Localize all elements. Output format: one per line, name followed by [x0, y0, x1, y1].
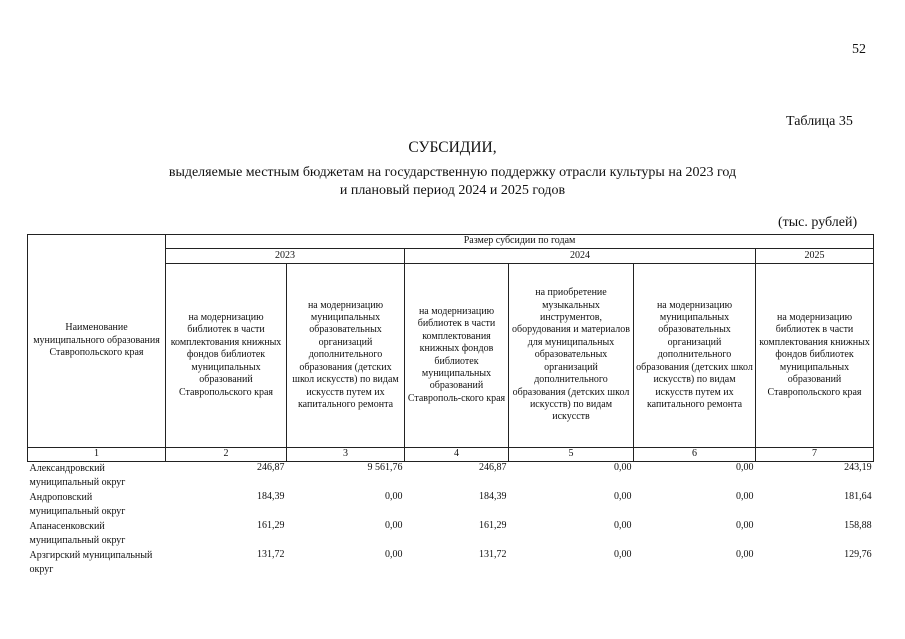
value-cell: 0,00 — [614, 549, 632, 560]
value-cell: 161,29 — [479, 520, 507, 531]
column-number: 6 — [634, 448, 756, 462]
header-column-7: на модернизацию библиотек в части комплектования книжных фондов библиотек муниципальных образований Ставропольского края — [756, 264, 874, 448]
column-number: 4 — [405, 448, 509, 462]
header-column-5: на приобретение музыкальных инструментов, оборудования и материалов для муниципальных образовательных организаций дополнительного образования (детских школ искусств) по видам искусств — [509, 264, 634, 448]
value-cell: 184,39 — [257, 491, 285, 502]
municipality-name: Апанасенковский муниципальный округ — [29, 521, 126, 546]
value-cell: 246,87 — [257, 462, 285, 473]
table-label: Таблица 35 — [786, 114, 853, 129]
header-column-6: на модернизацию муниципальных образовательных организаций дополнительного образования (детских школ искусств) по видам искусств путем их капитального ремонта — [634, 264, 756, 448]
value-cell: 184,39 — [479, 491, 507, 502]
column-number: 2 — [166, 448, 287, 462]
header-year-2023: 2023 — [166, 249, 405, 264]
header-group-title: Размер субсидии по годам — [166, 235, 874, 249]
value-cell: 246,87 — [479, 462, 507, 473]
municipality-name: Арзгирский муниципальный округ — [29, 550, 153, 575]
column-number: 1 — [28, 448, 166, 462]
value-cell: 129,76 — [844, 549, 872, 560]
value-cell: 0,00 — [385, 549, 403, 560]
page-number: 52 — [852, 42, 866, 57]
subtitle-line: выделяемые местным бюджетам на государственную поддержку отрасли культуры на 2023 год — [168, 165, 737, 180]
header-year-2025: 2025 — [756, 249, 874, 264]
document-subtitle — [0, 164, 905, 200]
column-number: 3 — [287, 448, 405, 462]
value-cell: 131,72 — [479, 549, 507, 560]
value-cell: 0,00 — [614, 462, 632, 473]
value-cell: 0,00 — [385, 491, 403, 502]
table-row — [28, 520, 874, 549]
header-name-column: Наименование муниципального образования Ставропольского края — [28, 235, 166, 448]
value-cell: 0,00 — [385, 520, 403, 531]
header-column-4: на модернизацию библиотек в части комплектования книжных фондов библиотек муниципальных образований Ставрополь-ского края — [405, 264, 509, 448]
value-cell: 0,00 — [736, 491, 754, 502]
column-number: 5 — [509, 448, 634, 462]
value-cell: 181,64 — [844, 491, 872, 502]
value-cell: 158,88 — [844, 520, 872, 531]
value-cell: 0,00 — [736, 462, 754, 473]
subtitle-line: и плановый период 2024 и 2025 годов — [339, 183, 566, 198]
value-cell: 0,00 — [736, 549, 754, 560]
municipality-name: Андроповский муниципальный округ — [29, 492, 126, 517]
value-cell: 243,19 — [844, 462, 872, 473]
municipality-name: Александровский муниципальный округ — [29, 463, 126, 488]
table-row — [28, 491, 874, 520]
table-row — [28, 549, 874, 578]
units-label: (тыс. рублей) — [778, 215, 858, 230]
header-column-2: на модернизацию библиотек в части комплектования книжных фондов библиотек муниципальных образований Ставропольского края — [166, 264, 287, 448]
subsidies-table — [27, 234, 874, 578]
value-cell: 131,72 — [257, 549, 285, 560]
table-row — [28, 462, 874, 492]
value-cell: 0,00 — [614, 491, 632, 502]
value-cell: 0,00 — [614, 520, 632, 531]
column-number: 7 — [756, 448, 874, 462]
value-cell: 161,29 — [257, 520, 285, 531]
header-column-3: на модернизацию муниципальных образовательных организаций дополнительного образования (детских школ искусств) по видам искусств путем их капитального ремонта — [287, 264, 405, 448]
header-year-2024: 2024 — [405, 249, 756, 264]
value-cell: 0,00 — [736, 520, 754, 531]
value-cell: 9 561,76 — [367, 462, 403, 473]
document-title: СУБСИДИИ, — [408, 139, 497, 156]
